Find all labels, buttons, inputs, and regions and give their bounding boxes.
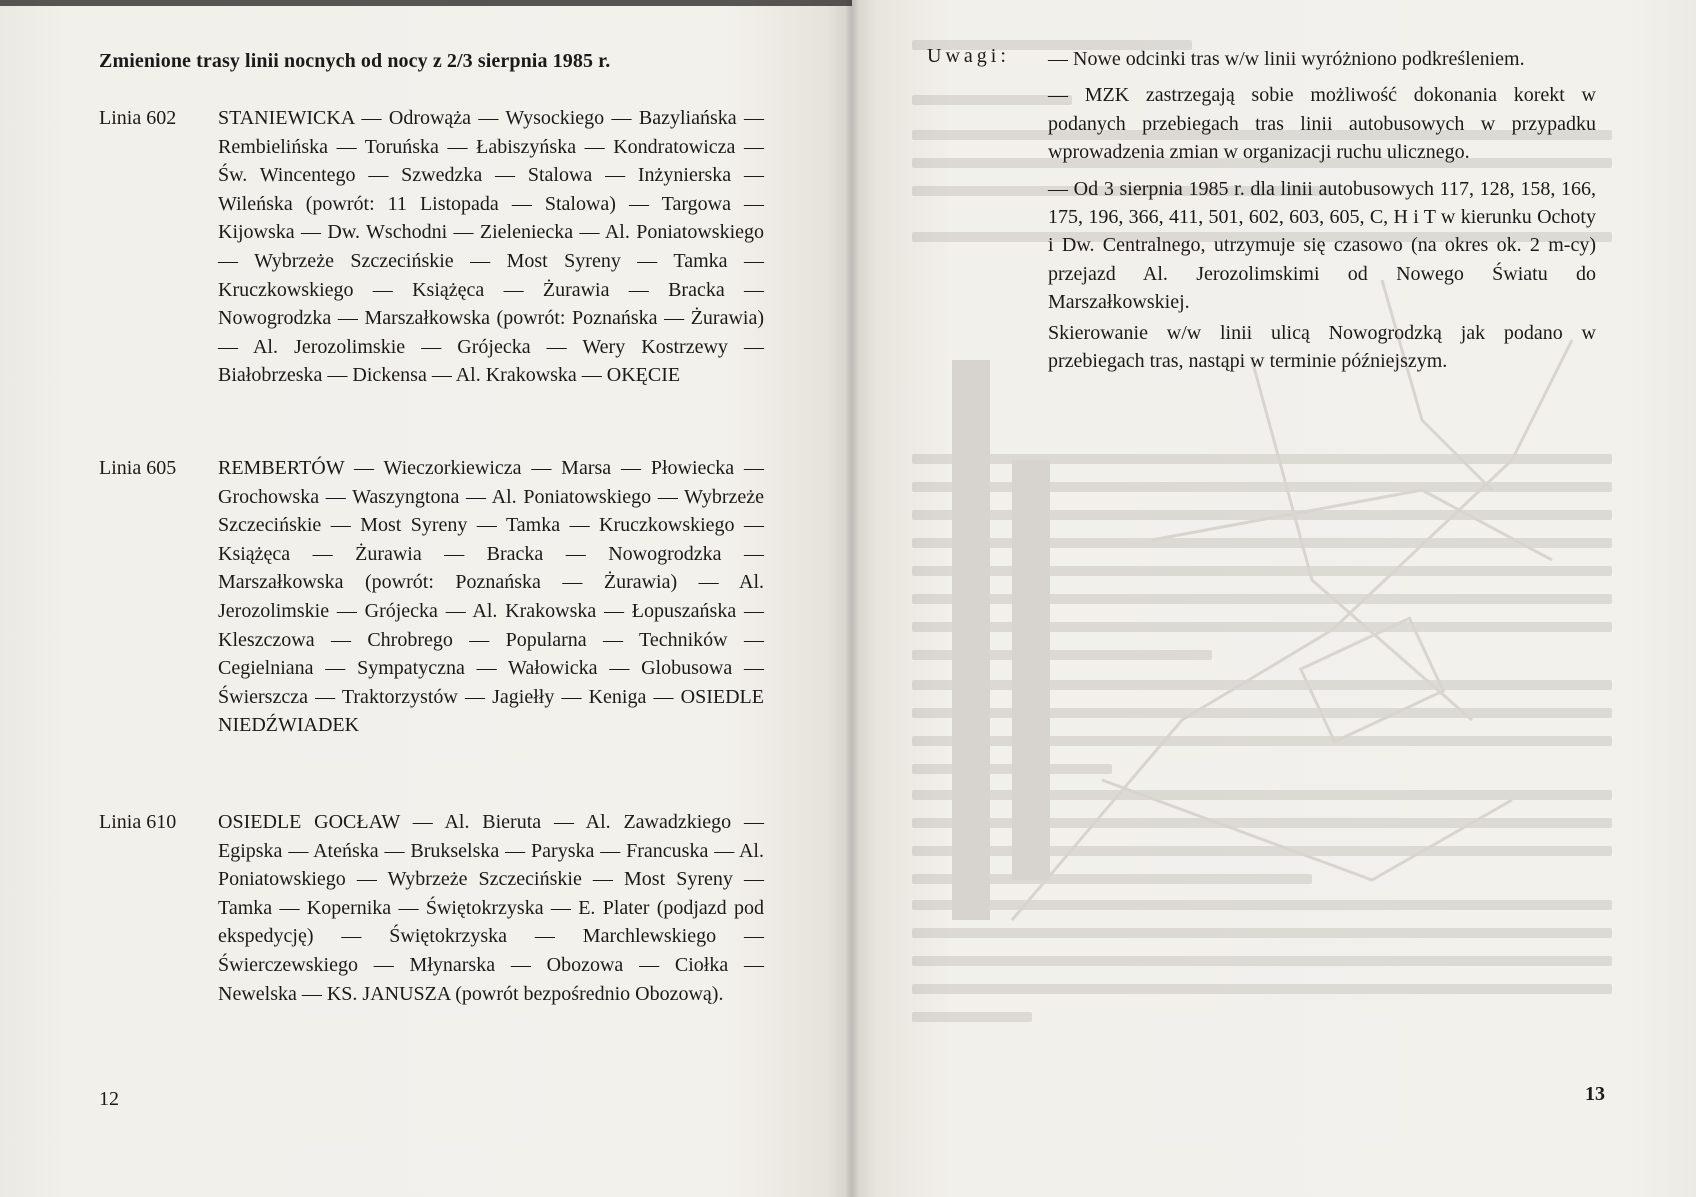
route-description: STANIEWICKA — Odrowąża — Wysockiego — Bazyliańska — Rembielińska — Toruńska — Łabiszyńska — Kondratowicza — Św. Wincentego — Szwedzka — Stalowa — Inżynierska — Wileńska (powrót: 11 Listopada — Stalowa) — Targowa — Kijowska — Dw. Wschodni — Zieleniecka — Al. Poniatowskiego — Wybrzeże Szczecińskie — Most Syreny — Tamka — Kruczkowskiego — Książęca — Żurawia — Bracka — Nowogrodzka — Marszałkowska (powrót: Poznańska — Żurawia) — Al. Jerozolimskie — Grójecka — Wery Kostrzewy — Białobrzeska — Dickensa — Al. Krakowska — OKĘCIE (218, 107, 764, 387)
note-item: — Od 3 sierpnia 1985 r. dla linii autobusowych 117, 128, 158, 166, 175, 196, 366, 411, 501, 602, 603, 605, C, H i T w kierunku Ochoty i Dw. Centralnego, utrzymuje się czasowo (na okres ok. 2 m-cy) przejazd Al. Jerozolimskimi od Nowego Światu do Marszałkowskiej. (1048, 177, 1596, 314)
book-gutter (846, 0, 858, 1197)
note-item: — Nowe odcinki tras w/w linii wyróżniono podkreśleniem. (1048, 48, 1525, 70)
route-description: OSIEDLE GOCŁAW — Al. Bieruta — Al. Zawadzkiego — Egipska — Ateńska — Brukselska — Paryska — Francuska — Al. Poniatowskiego — Wybrzeże Szczecińskie — Most Syreny — Tamka — Kopernika — Świętokrzyska — E. Plater (podjazd pod ekspedycję) — Świętokrzyska — Marchlewskiego — Świerczewskiego — Młynarska — Obozowa — Ciołka — Newelska — KS. JANUSZA (powrót bezpośrednio Obozową). (218, 811, 764, 1005)
section-heading: Zmienione trasy linii nocnych od nocy z 2/3 sierpnia 1985 r. (99, 50, 611, 72)
note-item: Skierowanie w/w linii ulicą Nowogrodzką jak podano w przebiegach tras, nastąpi w terminie późniejszym. (1048, 321, 1596, 373)
route-label: Linia 605 (99, 457, 177, 479)
notes-list (1048, 45, 1596, 383)
page-edge (0, 0, 852, 6)
right-page (852, 0, 1696, 1197)
page-number: 12 (99, 1088, 119, 1110)
notes-label: Uwagi: (927, 45, 1010, 67)
route-description: REMBERTÓW — Wieczorkiewicza — Marsa — Płowiecka — Grochowska — Waszyngtona — Al. Poniatowskiego — Wybrzeże Szczecińskie — Most Syreny — Tamka — Kruczkowskiego — Książęca — Żurawia — Bracka — Nowogrodzka — Marszałkowska (powrót: Poznańska — Żurawia) — Al. Jerozolimskie — Grójecka — Al. Krakowska — Łopuszańska — Kleszczowa — Chrobrego — Popularna — Techników — Cegielniana — Sympatyczna — Wałowicka — Globusowa — Świerszcza — Traktorzystów — Jagiełły — Keniga — OSIEDLE NIEDŹWIADEK (218, 457, 764, 737)
note-item: — MZK zastrzegają sobie możliwość dokonania korekt w podanych przebiegach tras linii autobusowych w przypadku wprowadzenia zmian w organizacji ruchu ulicznego. (1048, 84, 1596, 164)
route-label: Linia 602 (99, 107, 177, 129)
route-label: Linia 610 (99, 811, 177, 833)
page-number: 13 (1585, 1083, 1605, 1105)
